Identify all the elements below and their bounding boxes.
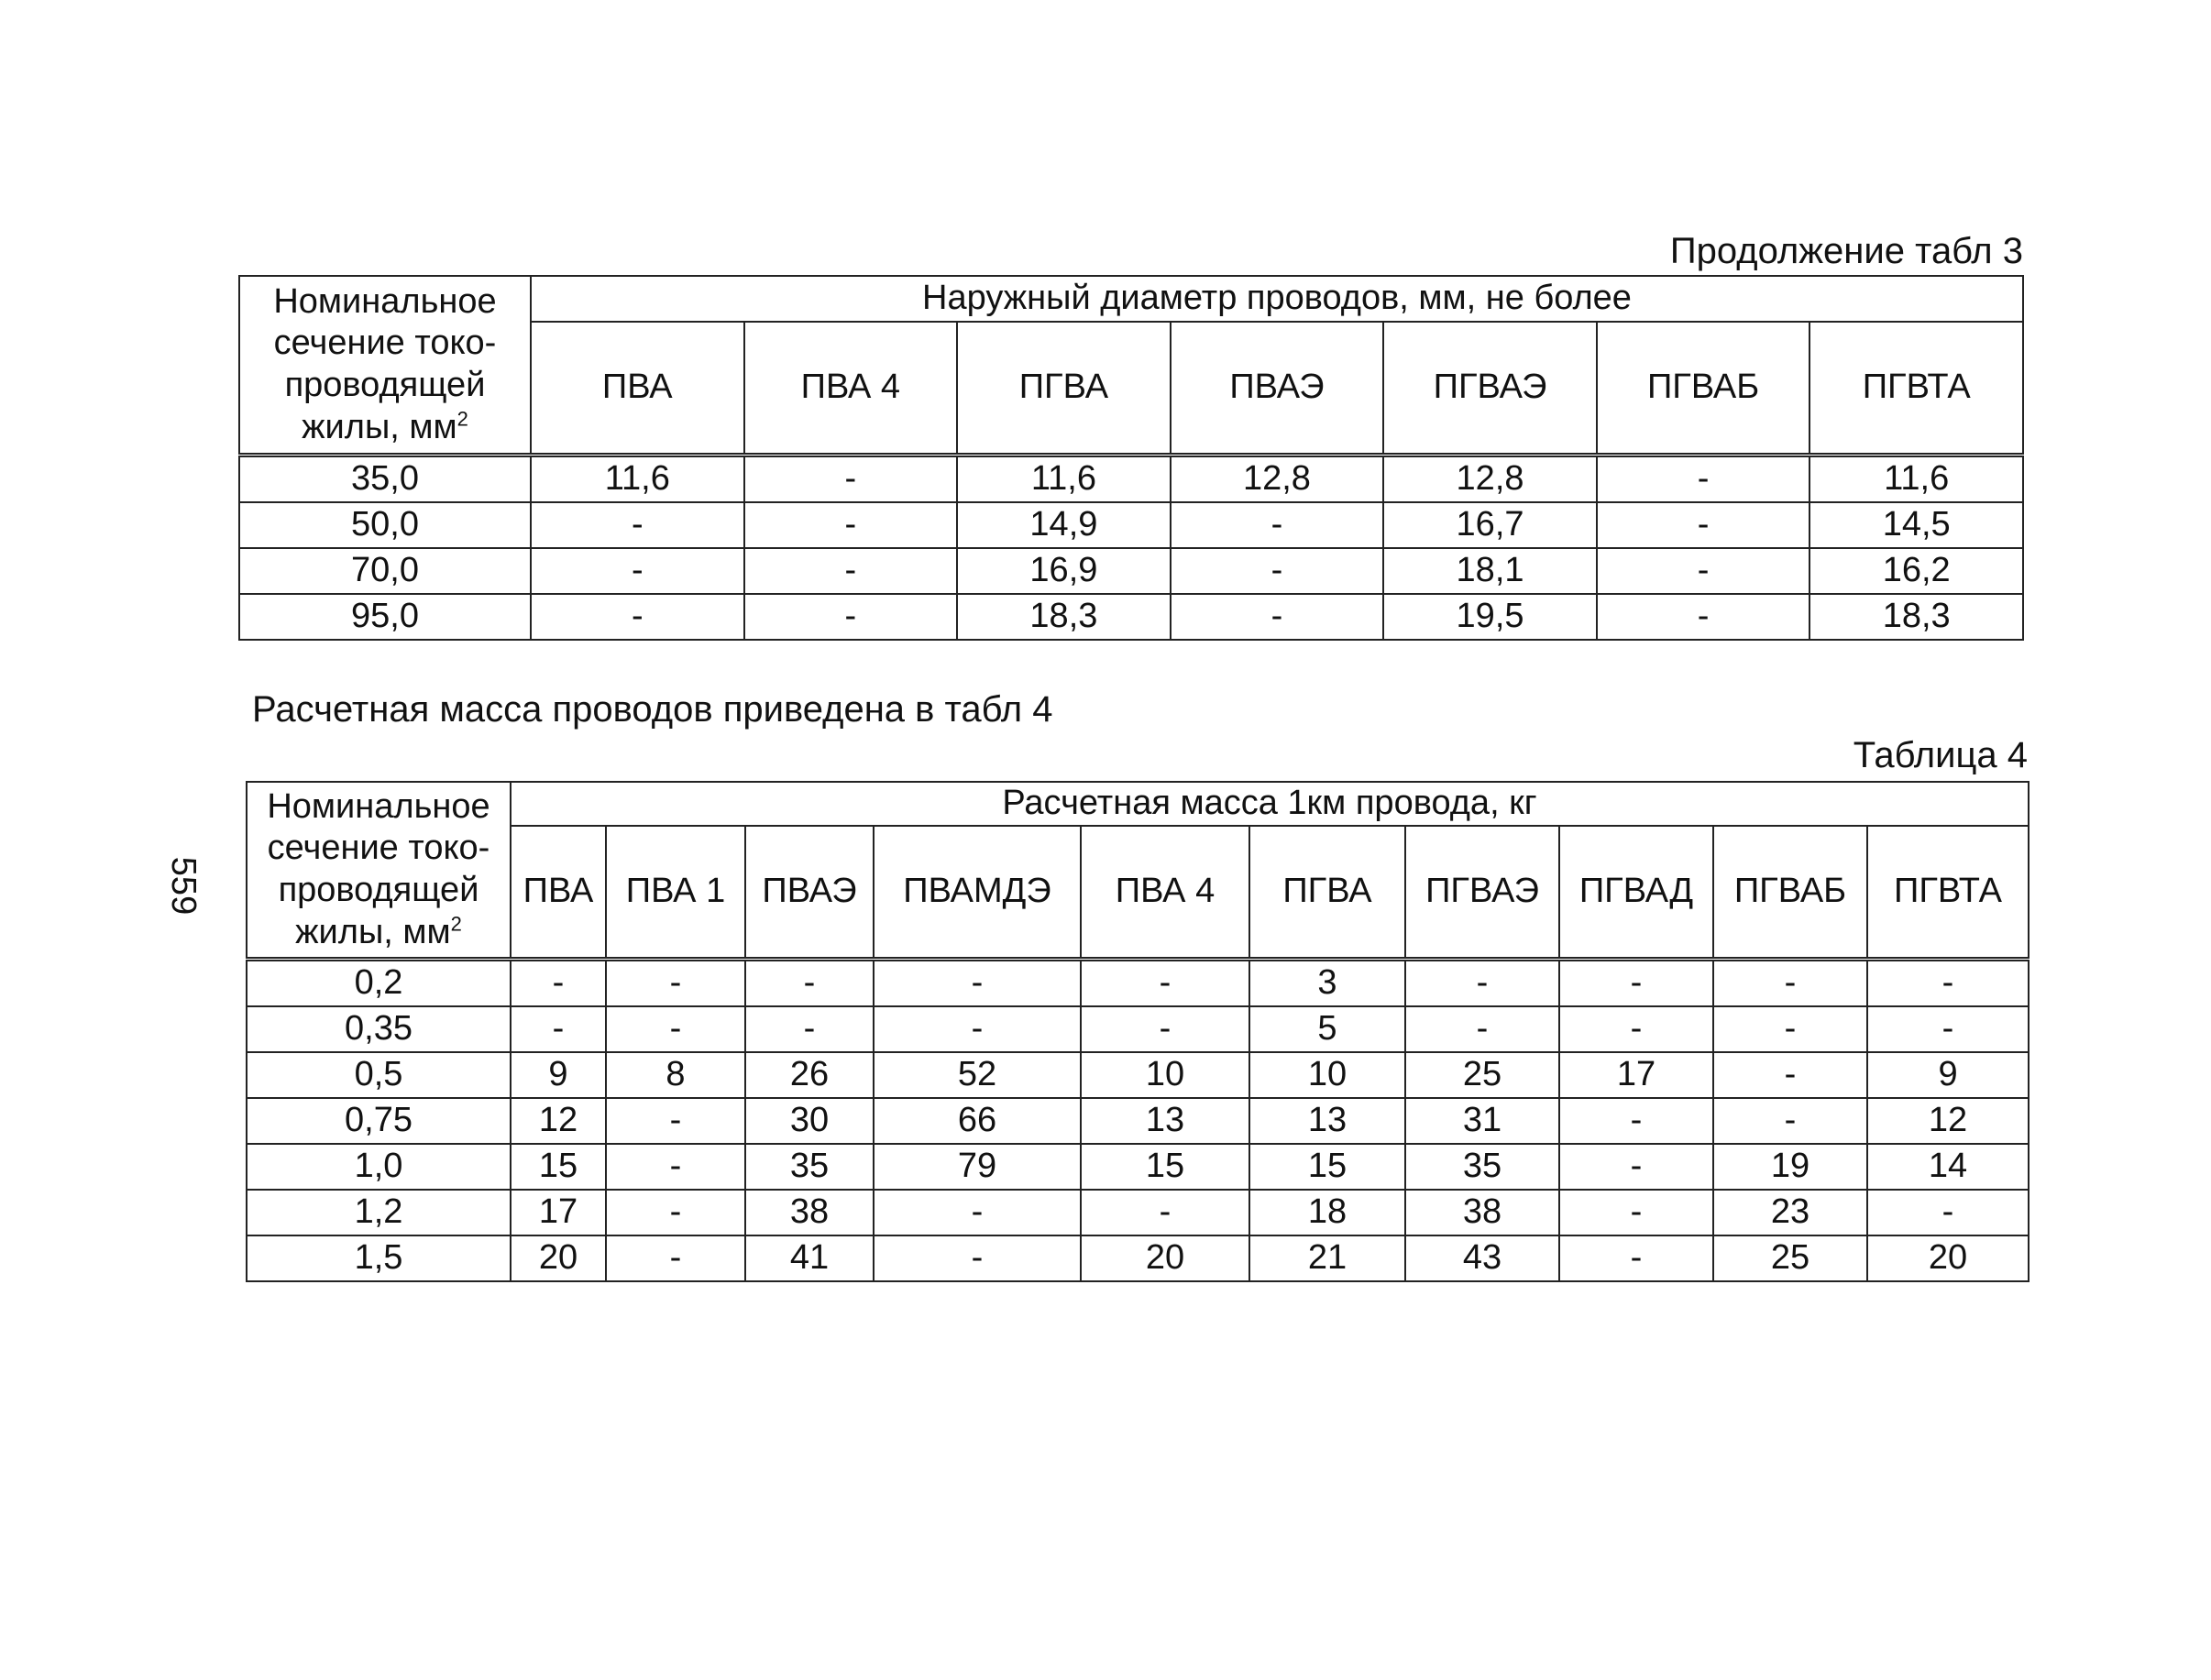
value-cell: - <box>511 1006 606 1052</box>
value-cell: 11,6 <box>531 456 744 503</box>
value-cell: - <box>1559 1006 1713 1052</box>
value-cell: - <box>874 960 1081 1007</box>
value-cell: 52 <box>874 1052 1081 1098</box>
value-cell: 9 <box>511 1052 606 1098</box>
value-cell: - <box>1559 1235 1713 1281</box>
value-cell: - <box>744 548 958 594</box>
value-cell: - <box>1713 1006 1867 1052</box>
table4-column-header: ПГВТА <box>1867 826 2029 960</box>
cross-section-cell: 50,0 <box>239 502 531 548</box>
value-cell: 8 <box>606 1052 745 1098</box>
value-cell: - <box>1559 1190 1713 1235</box>
cross-section-cell: 0,5 <box>247 1052 511 1098</box>
table-row <box>247 1190 2029 1235</box>
value-cell: - <box>1597 456 1810 503</box>
value-cell: 16,9 <box>957 548 1171 594</box>
value-cell: 41 <box>745 1235 874 1281</box>
value-cell: 11,6 <box>957 456 1171 503</box>
value-cell: 31 <box>1405 1098 1559 1144</box>
value-cell: - <box>531 548 744 594</box>
value-cell: 20 <box>1867 1235 2029 1281</box>
value-cell: - <box>1171 594 1384 640</box>
table-row <box>239 502 2023 548</box>
table3-group-header: Наружный диаметр проводов, мм, не более <box>531 276 2023 322</box>
value-cell: - <box>511 960 606 1007</box>
table3-caption: Продолжение табл 3 <box>1669 231 2023 271</box>
cross-section-cell: 35,0 <box>239 456 531 503</box>
table3-column-header: ПВА <box>531 322 744 456</box>
table4-group-header: Расчетная масса 1км провода, кг <box>511 782 2029 826</box>
value-cell: 25 <box>1405 1052 1559 1098</box>
value-cell: 20 <box>511 1235 606 1281</box>
value-cell: 16,7 <box>1383 502 1597 548</box>
value-cell: - <box>1171 502 1384 548</box>
value-cell: 10 <box>1249 1052 1405 1098</box>
value-cell: 19,5 <box>1383 594 1597 640</box>
value-cell: - <box>1713 1052 1867 1098</box>
table-row <box>247 960 2029 1007</box>
cross-section-cell: 1,5 <box>247 1235 511 1281</box>
table4-caption: Таблица 4 <box>1853 735 2028 775</box>
value-cell: 18 <box>1249 1190 1405 1235</box>
value-cell: 13 <box>1249 1098 1405 1144</box>
table4-column-header: ПГВАЭ <box>1405 826 1559 960</box>
table4 <box>246 781 2030 1282</box>
value-cell: - <box>744 456 958 503</box>
table4-column-header: ПГВАБ <box>1713 826 1867 960</box>
value-cell: 35 <box>745 1144 874 1190</box>
value-cell: 20 <box>1081 1235 1249 1281</box>
table3 <box>238 275 2024 641</box>
table3-column-header: ПГВАЭ <box>1383 322 1597 456</box>
value-cell: - <box>1405 960 1559 1007</box>
paragraph-mass-reference: Расчетная масса проводов приведена в табл 4 <box>252 689 1053 730</box>
value-cell: - <box>1171 548 1384 594</box>
table-row <box>239 594 2023 640</box>
table4-column-header: ПВАЭ <box>745 826 874 960</box>
value-cell: 25 <box>1713 1235 1867 1281</box>
value-cell: 21 <box>1249 1235 1405 1281</box>
table4-column-header: ПВАМДЭ <box>874 826 1081 960</box>
value-cell: 15 <box>511 1144 606 1190</box>
value-cell: 12,8 <box>1171 456 1384 503</box>
cross-section-cell: 95,0 <box>239 594 531 640</box>
table3-column-header: ПГВА <box>957 322 1171 456</box>
table-row <box>247 1144 2029 1190</box>
value-cell: - <box>606 1006 745 1052</box>
value-cell: - <box>874 1006 1081 1052</box>
cross-section-cell: 0,35 <box>247 1006 511 1052</box>
table4-column-header: ПГВАД <box>1559 826 1713 960</box>
value-cell: 12 <box>1867 1098 2029 1144</box>
value-cell: 43 <box>1405 1235 1559 1281</box>
value-cell: - <box>606 960 745 1007</box>
value-cell: - <box>1713 1098 1867 1144</box>
value-cell: 18,1 <box>1383 548 1597 594</box>
table-row <box>247 1052 2029 1098</box>
cross-section-cell: 70,0 <box>239 548 531 594</box>
cross-section-cell: 0,75 <box>247 1098 511 1144</box>
table3-column-header: ПВАЭ <box>1171 322 1384 456</box>
table-row <box>247 1098 2029 1144</box>
table3-column-header: ПВА 4 <box>744 322 958 456</box>
value-cell: - <box>531 594 744 640</box>
value-cell: - <box>606 1098 745 1144</box>
value-cell: 11,6 <box>1810 456 2023 503</box>
table4-column-header: ПВА 4 <box>1081 826 1249 960</box>
value-cell: - <box>1081 1006 1249 1052</box>
value-cell: 9 <box>1867 1052 2029 1098</box>
value-cell: - <box>745 960 874 1007</box>
value-cell: 79 <box>874 1144 1081 1190</box>
value-cell: 18,3 <box>1810 594 2023 640</box>
value-cell: 30 <box>745 1098 874 1144</box>
value-cell: - <box>1867 960 2029 1007</box>
table-row <box>247 1006 2029 1052</box>
value-cell: - <box>1559 1098 1713 1144</box>
value-cell: - <box>1559 1144 1713 1190</box>
table4-column-header: ПГВА <box>1249 826 1405 960</box>
value-cell: - <box>1867 1006 2029 1052</box>
value-cell: - <box>745 1006 874 1052</box>
value-cell: 66 <box>874 1098 1081 1144</box>
value-cell: - <box>1867 1190 2029 1235</box>
cross-section-cell: 1,0 <box>247 1144 511 1190</box>
table3-corner-header: Номинальное сечение токо- проводящей жилы, $мм^2$ <box>239 276 531 456</box>
value-cell: 5 <box>1249 1006 1405 1052</box>
value-cell: - <box>1405 1006 1559 1052</box>
value-cell: - <box>531 502 744 548</box>
cross-section-cell: 0,2 <box>247 960 511 1007</box>
page-number: 559 <box>164 856 204 916</box>
value-cell: 14,5 <box>1810 502 2023 548</box>
table4-column-header: ПВА 1 <box>606 826 745 960</box>
value-cell: 18,3 <box>957 594 1171 640</box>
value-cell: 35 <box>1405 1144 1559 1190</box>
value-cell: 10 <box>1081 1052 1249 1098</box>
table3-column-header: ПГВАБ <box>1597 322 1810 456</box>
value-cell: 38 <box>1405 1190 1559 1235</box>
value-cell: - <box>1081 1190 1249 1235</box>
value-cell: 15 <box>1081 1144 1249 1190</box>
table-row <box>239 456 2023 503</box>
value-cell: - <box>1597 548 1810 594</box>
value-cell: - <box>606 1144 745 1190</box>
cross-section-cell: 1,2 <box>247 1190 511 1235</box>
value-cell: - <box>1713 960 1867 1007</box>
value-cell: 3 <box>1249 960 1405 1007</box>
value-cell: 19 <box>1713 1144 1867 1190</box>
value-cell: 17 <box>1559 1052 1713 1098</box>
table3-column-header: ПГВТА <box>1810 322 2023 456</box>
value-cell: - <box>606 1190 745 1235</box>
value-cell: 26 <box>745 1052 874 1098</box>
value-cell: 16,2 <box>1810 548 2023 594</box>
table4-column-header: ПВА <box>511 826 606 960</box>
value-cell: - <box>874 1235 1081 1281</box>
value-cell: 15 <box>1249 1144 1405 1190</box>
value-cell: - <box>744 594 958 640</box>
table4-corner-header: Номинальное сечение токо- проводящей жилы, $мм^2$ <box>247 782 511 960</box>
table-row <box>247 1235 2029 1281</box>
value-cell: 17 <box>511 1190 606 1235</box>
value-cell: - <box>1597 502 1810 548</box>
value-cell: 13 <box>1081 1098 1249 1144</box>
value-cell: - <box>1081 960 1249 1007</box>
value-cell: 12,8 <box>1383 456 1597 503</box>
value-cell: 23 <box>1713 1190 1867 1235</box>
value-cell: 14 <box>1867 1144 2029 1190</box>
value-cell: - <box>1559 960 1713 1007</box>
value-cell: - <box>606 1235 745 1281</box>
value-cell: - <box>874 1190 1081 1235</box>
value-cell: - <box>1597 594 1810 640</box>
table-row <box>239 548 2023 594</box>
value-cell: 12 <box>511 1098 606 1144</box>
value-cell: 38 <box>745 1190 874 1235</box>
value-cell: - <box>744 502 958 548</box>
value-cell: 14,9 <box>957 502 1171 548</box>
